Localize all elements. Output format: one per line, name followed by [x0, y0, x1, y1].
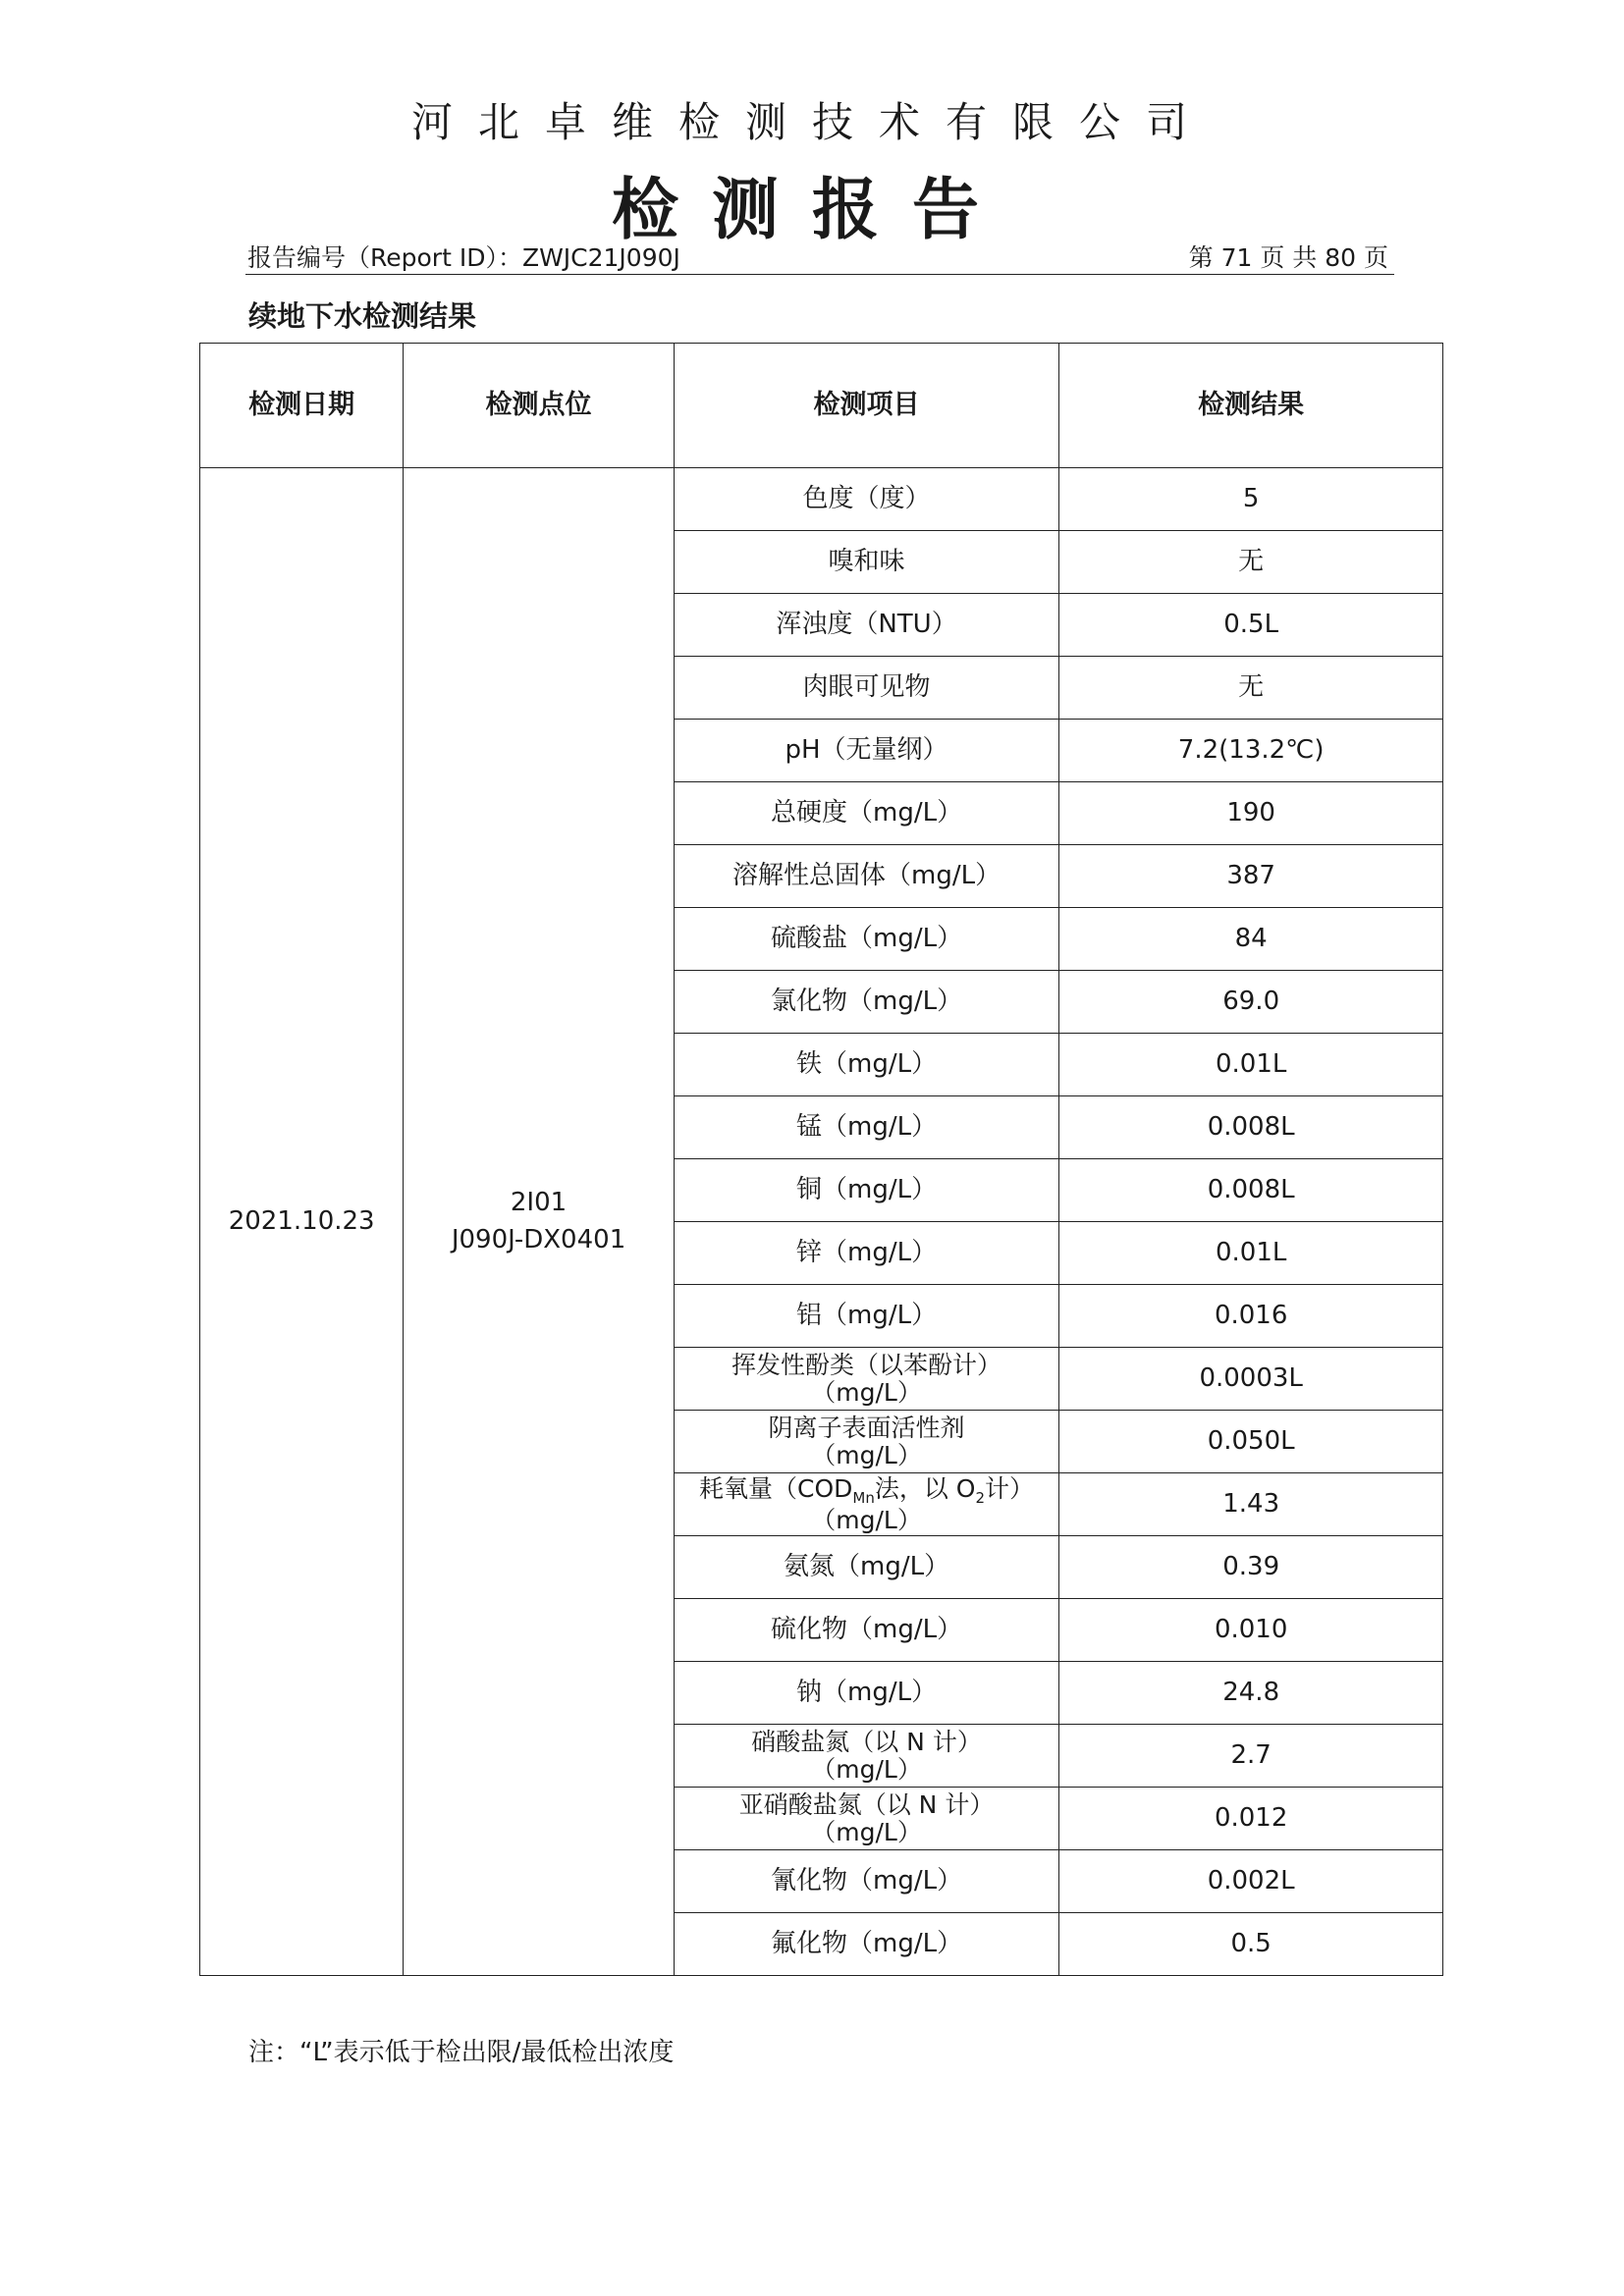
company-name: 河北卓维检测技术有限公司 — [410, 98, 1213, 146]
test-item — [674, 1788, 1059, 1850]
test-result: 0.008L — [1059, 1159, 1443, 1222]
test-item — [674, 720, 1059, 782]
test-item-name: 肉眼可见物 — [802, 671, 931, 702]
test-item — [674, 782, 1059, 845]
test-result: 69.0 — [1059, 971, 1443, 1034]
test-item-name: 浑浊度（NTU） — [776, 609, 957, 639]
test-item — [674, 1662, 1059, 1725]
test-item-name: 锰（mg/L） — [796, 1111, 938, 1142]
test-item-name: 硫酸盐（mg/L） — [771, 923, 963, 953]
test-item-name: 总硬度（mg/L） — [771, 797, 963, 828]
test-item-unit: （mg/L） — [811, 1817, 922, 1846]
test-item-name: 硫化物（mg/L） — [771, 1614, 963, 1644]
test-result: 无 — [1059, 657, 1443, 720]
test-item-part: 法，以 O — [874, 1474, 976, 1503]
column-header-result: 检测结果 — [1059, 344, 1443, 468]
test-result: 0.010 — [1059, 1599, 1443, 1662]
test-item — [674, 1096, 1059, 1159]
test-item — [674, 1348, 1059, 1411]
test-result: 0.5 — [1059, 1913, 1443, 1976]
test-result: 7.2(13.2℃) — [1059, 720, 1443, 782]
test-result: 0.016 — [1059, 1285, 1443, 1348]
location-sample-id: J090J-DX0401 — [451, 1224, 626, 1255]
test-item — [674, 845, 1059, 908]
test-item-name: 色度（度） — [802, 483, 931, 513]
test-item-unit: （mg/L） — [811, 1440, 922, 1469]
page-info: 第 71 页 共 80 页 — [1188, 243, 1388, 272]
test-item-unit: （mg/L） — [811, 1754, 922, 1784]
test-item — [674, 1034, 1059, 1096]
test-item — [674, 1913, 1059, 1976]
test-result: 0.050L — [1059, 1411, 1443, 1473]
test-item-name: 铁（mg/L） — [796, 1048, 938, 1079]
test-result: 0.002L — [1059, 1850, 1443, 1913]
column-header-item: 检测项目 — [674, 344, 1059, 468]
test-item — [674, 1725, 1059, 1788]
test-item — [674, 1850, 1059, 1913]
test-item-unit: （mg/L） — [811, 1377, 922, 1407]
test-item-name: 氨氮（mg/L） — [784, 1551, 950, 1581]
test-result: 387 — [1059, 845, 1443, 908]
test-result: 2.7 — [1059, 1725, 1443, 1788]
test-item-part: 耗氧量（COD — [699, 1474, 853, 1503]
test-result: 84 — [1059, 908, 1443, 971]
test-result: 0.01L — [1059, 1222, 1443, 1285]
test-item-name: 氯化物（mg/L） — [771, 986, 963, 1016]
test-item — [674, 908, 1059, 971]
test-result: 0.39 — [1059, 1536, 1443, 1599]
test-item — [674, 1159, 1059, 1222]
test-item — [674, 531, 1059, 594]
report-id: 报告编号（Report ID）：ZWJC21J090J — [247, 243, 680, 272]
test-result: 0.5L — [1059, 594, 1443, 657]
test-item-name: 硝酸盐氮（以 N 计） — [751, 1728, 982, 1756]
report-title: 检测报告 — [611, 172, 1012, 249]
test-item-name: 阴离子表面活性剂 — [768, 1414, 965, 1442]
test-result: 0.008L — [1059, 1096, 1443, 1159]
test-item-part: 计） — [985, 1474, 1035, 1503]
test-item-name: 氟化物（mg/L） — [771, 1928, 963, 1958]
test-item-name: 嗅和味 — [828, 546, 905, 576]
test-item-name: 溶解性总固体（mg/L） — [732, 860, 1001, 890]
test-item — [674, 594, 1059, 657]
test-result: 0.0003L — [1059, 1348, 1443, 1411]
test-item — [674, 1473, 1059, 1536]
results-table — [199, 343, 1443, 1976]
test-item-part: 2 — [975, 1489, 986, 1507]
test-item — [674, 468, 1059, 531]
footnote: 注：“L”表示低于检出限/最低检出浓度 — [248, 2038, 675, 2067]
test-item-unit: （mg/L） — [811, 1505, 922, 1534]
column-header-date: 检测日期 — [200, 344, 404, 468]
test-item-name — [675, 1475, 1059, 1507]
table-row — [200, 468, 1443, 531]
test-item — [674, 1536, 1059, 1599]
test-result: 无 — [1059, 531, 1443, 594]
test-item — [674, 971, 1059, 1034]
test-result: 0.01L — [1059, 1034, 1443, 1096]
table-header-row — [200, 344, 1443, 468]
test-item-name: 锌（mg/L） — [796, 1237, 938, 1267]
test-item-name: 氰化物（mg/L） — [771, 1865, 963, 1896]
location-code: 2I01 — [510, 1187, 568, 1217]
test-item — [674, 1411, 1059, 1473]
test-result: 5 — [1059, 468, 1443, 531]
section-title: 续地下水检测结果 — [248, 299, 477, 333]
test-item-name: 亚硝酸盐氮（以 N 计） — [738, 1790, 995, 1819]
test-item-name: pH（无量纲） — [785, 734, 948, 765]
report-info-line — [245, 239, 1394, 275]
test-item — [674, 1222, 1059, 1285]
test-date: 2021.10.23 — [200, 468, 404, 1976]
test-item-name: 铜（mg/L） — [796, 1174, 938, 1204]
test-item-name: 铝（mg/L） — [796, 1300, 938, 1330]
test-item — [674, 1599, 1059, 1662]
test-result: 0.012 — [1059, 1788, 1443, 1850]
test-result: 24.8 — [1059, 1662, 1443, 1725]
test-result: 190 — [1059, 782, 1443, 845]
test-item-part: Mn — [852, 1489, 875, 1507]
test-item — [674, 657, 1059, 720]
test-item — [674, 1285, 1059, 1348]
test-result: 1.43 — [1059, 1473, 1443, 1536]
test-location — [404, 468, 674, 1976]
column-header-location: 检测点位 — [404, 344, 674, 468]
test-item-name: 挥发性酚类（以苯酚计） — [731, 1351, 1002, 1379]
test-item-name: 钠（mg/L） — [796, 1677, 938, 1707]
